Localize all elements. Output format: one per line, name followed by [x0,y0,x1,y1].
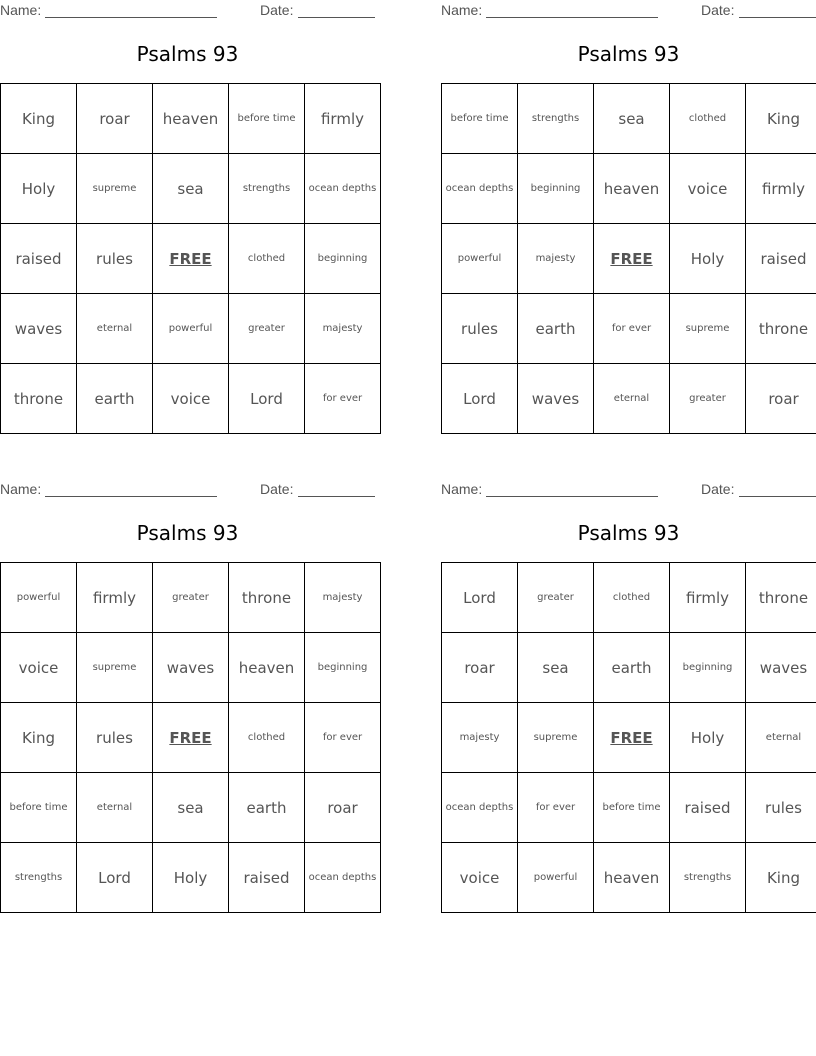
name-blank [45,17,217,18]
grid-cell: majesty [518,224,594,294]
grid-cell: sea [153,154,229,224]
grid-cell: sea [518,633,594,703]
grid-cell: King [1,84,77,154]
grid-cell: greater [229,294,305,364]
card-title: Psalms 93 [136,42,239,66]
grid-cell: earth [594,633,670,703]
grid-cell: before time [1,773,77,843]
grid-row [442,633,816,703]
grid-cell: strengths [229,154,305,224]
grid-cell: Lord [442,364,518,434]
grid-cell: ocean depths [442,154,518,224]
grid-cell: waves [746,633,816,703]
grid-cell: firmly [670,563,746,633]
grid-cell: Holy [670,703,746,773]
free-space: FREE [153,224,229,294]
bingo-grid [441,562,816,913]
grid-cell: for ever [518,773,594,843]
grid-cell: voice [670,154,746,224]
grid-row [442,563,816,633]
bingo-grid [441,83,816,434]
date-label: Date: [260,481,294,497]
name-label: Name: [0,481,42,497]
grid-cell: strengths [518,84,594,154]
grid-row [442,703,816,773]
grid-cell: roar [305,773,381,843]
grid-cell: earth [518,294,594,364]
grid-cell: earth [229,773,305,843]
grid-cell: majesty [442,703,518,773]
grid-cell: clothed [670,84,746,154]
grid-row [1,773,381,843]
grid-cell: supreme [518,703,594,773]
grid-cell: rules [77,703,153,773]
grid-cell: Lord [77,843,153,913]
grid-cell: majesty [305,563,381,633]
card-title: Psalms 93 [577,521,680,545]
grid-cell: waves [518,364,594,434]
grid-cell: majesty [305,294,381,364]
grid-cell: beginning [305,224,381,294]
grid-cell: strengths [670,843,746,913]
grid-row [442,843,816,913]
grid-cell: before time [229,84,305,154]
date-blank [298,496,375,497]
grid-cell: firmly [746,154,816,224]
grid-cell: raised [1,224,77,294]
grid-cell: rules [746,773,816,843]
grid-row [442,224,816,294]
bingo-grid [0,562,381,913]
grid-cell: Lord [229,364,305,434]
date-blank [298,17,375,18]
grid-cell: throne [746,563,816,633]
grid-row [1,843,381,913]
grid-cell: supreme [670,294,746,364]
grid-cell: supreme [77,154,153,224]
grid-row [1,633,381,703]
name-blank [486,496,658,497]
grid-cell: raised [746,224,816,294]
grid-cell: for ever [305,364,381,434]
date-label: Date: [260,2,294,18]
grid-cell: heaven [229,633,305,703]
bingo-card-2 [441,0,816,435]
card-header [0,2,375,20]
grid-cell: Holy [670,224,746,294]
grid-row [1,154,381,224]
free-space: FREE [594,224,670,294]
grid-cell: earth [77,364,153,434]
grid-cell: before time [442,84,518,154]
grid-cell: Holy [153,843,229,913]
grid-cell: heaven [594,843,670,913]
bingo-card-3 [0,479,375,914]
grid-row [442,294,816,364]
bingo-card-1 [0,0,375,435]
grid-cell: King [746,843,816,913]
grid-row [442,154,816,224]
date-label: Date: [701,2,735,18]
bingo-grid [0,83,381,434]
card-header [441,481,816,499]
grid-cell: voice [1,633,77,703]
grid-cell: waves [1,294,77,364]
grid-cell: ocean depths [442,773,518,843]
grid-row [1,294,381,364]
grid-cell: powerful [442,224,518,294]
grid-row [1,364,381,434]
grid-cell: eternal [77,294,153,364]
name-blank [45,496,217,497]
grid-cell: greater [518,563,594,633]
grid-cell: rules [77,224,153,294]
grid-cell: heaven [153,84,229,154]
grid-cell: throne [229,563,305,633]
grid-cell: for ever [305,703,381,773]
grid-cell: voice [153,364,229,434]
free-space: FREE [594,703,670,773]
grid-row [1,563,381,633]
grid-cell: eternal [594,364,670,434]
card-title: Psalms 93 [577,42,680,66]
grid-cell: eternal [77,773,153,843]
grid-cell: roar [77,84,153,154]
grid-cell: supreme [77,633,153,703]
grid-cell: King [1,703,77,773]
grid-row [1,224,381,294]
name-blank [486,17,658,18]
grid-cell: eternal [746,703,816,773]
card-title: Psalms 93 [136,521,239,545]
grid-cell: raised [670,773,746,843]
date-label: Date: [701,481,735,497]
grid-cell: beginning [518,154,594,224]
grid-cell: roar [746,364,816,434]
grid-cell: sea [594,84,670,154]
grid-cell: heaven [594,154,670,224]
grid-cell: firmly [77,563,153,633]
grid-cell: firmly [305,84,381,154]
grid-cell: beginning [305,633,381,703]
grid-cell: throne [1,364,77,434]
grid-row [442,364,816,434]
name-label: Name: [441,481,483,497]
grid-cell: ocean depths [305,154,381,224]
grid-cell: beginning [670,633,746,703]
grid-row [442,84,816,154]
name-label: Name: [0,2,42,18]
grid-cell: powerful [518,843,594,913]
grid-cell: clothed [229,703,305,773]
grid-cell: ocean depths [305,843,381,913]
grid-cell: greater [670,364,746,434]
grid-cell: rules [442,294,518,364]
free-space: FREE [153,703,229,773]
grid-cell: clothed [229,224,305,294]
grid-cell: Lord [442,563,518,633]
grid-cell: Holy [1,154,77,224]
grid-cell: King [746,84,816,154]
date-blank [739,17,816,18]
grid-cell: roar [442,633,518,703]
grid-cell: strengths [1,843,77,913]
date-blank [739,496,816,497]
grid-cell: clothed [594,563,670,633]
name-label: Name: [441,2,483,18]
grid-cell: waves [153,633,229,703]
grid-cell: before time [594,773,670,843]
grid-cell: greater [153,563,229,633]
grid-cell: sea [153,773,229,843]
grid-cell: powerful [1,563,77,633]
grid-cell: throne [746,294,816,364]
bingo-card-4 [441,479,816,914]
grid-cell: voice [442,843,518,913]
grid-row [1,84,381,154]
grid-cell: powerful [153,294,229,364]
card-header [441,2,816,20]
card-header [0,481,375,499]
grid-row [442,773,816,843]
grid-cell: raised [229,843,305,913]
grid-cell: for ever [594,294,670,364]
grid-row [1,703,381,773]
